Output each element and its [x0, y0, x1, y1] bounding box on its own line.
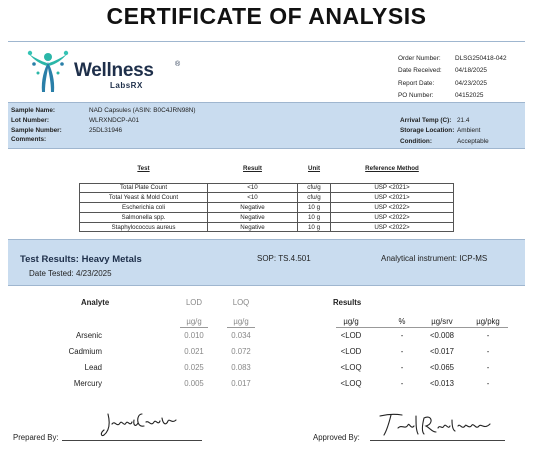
order-number-label: Order Number:	[398, 55, 441, 62]
lod-unit: µg/g	[186, 317, 202, 326]
test-cell: Total Yeast & Mold Count	[80, 193, 208, 203]
date-tested: Date Tested: 4/23/2025	[29, 269, 112, 278]
table-row	[80, 222, 454, 232]
test-cell: Total Plate Count	[80, 183, 208, 193]
result-cell: <10	[208, 193, 298, 203]
date-received-value: 04/18/2025	[455, 67, 487, 75]
po-number-label: PO Number:	[398, 91, 434, 99]
report-date-label: Report Date:	[398, 79, 435, 87]
unit-cell: 10 g	[298, 203, 331, 213]
method-cell: USP <2021>	[331, 183, 454, 193]
unit-column-header: Unit	[307, 164, 321, 172]
lod-cell: 0.005	[184, 379, 204, 388]
result-ugg-cell: <LOD	[340, 347, 362, 356]
unit-underline	[227, 327, 255, 328]
document-title: CERTIFICATE OF ANALYSIS	[106, 3, 427, 29]
result-ugsrv-unit: µg/srv	[431, 317, 453, 326]
sample-name-label: Sample Name:	[11, 107, 56, 114]
test-results-title: Test Results: Heavy Metals	[20, 254, 142, 265]
analyte-cell: Mercury	[73, 379, 102, 388]
order-number-row	[398, 53, 525, 65]
condition-value: Acceptable	[457, 137, 489, 145]
sample-name-value: NAD Capsules (ASIN: B0C4JRN98N)	[89, 107, 196, 114]
table-header-row	[80, 172, 454, 183]
storage-location-row	[400, 126, 489, 136]
lod-cell: 0.021	[184, 347, 204, 356]
lod-cell: 0.010	[184, 331, 204, 340]
unit-cell: 10 g	[298, 222, 331, 232]
analyte-header: Analyte	[81, 298, 110, 307]
result-percent-cell: -	[400, 347, 404, 356]
unit-cell: 10 g	[298, 212, 331, 222]
loq-cell: 0.083	[231, 363, 251, 372]
arrival-temp-row	[400, 116, 489, 126]
method-cell: USP <2022>	[331, 222, 454, 232]
date-received-row	[398, 65, 525, 77]
storage-location-value: Ambient	[457, 127, 481, 135]
method-cell: USP <2022>	[331, 203, 454, 213]
sample-info	[11, 106, 196, 145]
test-cell: Escherichia coli	[80, 203, 208, 213]
order-number-value: DLSG250418-042	[455, 55, 507, 62]
microbiology-table	[79, 164, 454, 232]
unit-underline	[336, 327, 508, 328]
prepared-signature-line	[62, 440, 202, 441]
report-date-value: 04/23/2025	[455, 79, 487, 87]
test-column-header: Test	[137, 164, 150, 172]
result-cell: <10	[208, 183, 298, 193]
lot-number-label: Lot Number:	[11, 116, 49, 124]
test-cell: Staphylococcus aureus	[80, 222, 208, 232]
comments-row	[11, 135, 196, 145]
analyte-cell: Cadmium	[68, 347, 102, 356]
header-divider	[8, 41, 525, 42]
approved-signature	[378, 410, 496, 438]
analytical-instrument: Analytical instrument: ICP-MS	[381, 254, 488, 263]
result-ugg-cell: <LOQ	[340, 379, 362, 388]
logo-wordmark: Wellness	[74, 60, 154, 81]
result-ugg-cell: <LOQ	[340, 363, 362, 372]
po-number-value: 04152025	[455, 91, 484, 99]
result-ugsrv-cell: <0.008	[429, 331, 455, 340]
result-column-header: Result	[243, 164, 262, 172]
company-logo	[26, 50, 186, 96]
method-column-header: Reference Method	[365, 164, 419, 172]
date-received-label: Date Received:	[398, 67, 442, 75]
test-results-band	[8, 239, 525, 286]
analyte-cell: Lead	[84, 363, 102, 372]
lot-number-value: WLRXNDCP-A01	[89, 116, 140, 124]
sample-number-label: Sample Number:	[11, 126, 62, 134]
unit-underline	[180, 327, 208, 328]
approved-by-label: Approved By:	[313, 433, 360, 442]
approved-signature-line	[370, 440, 505, 441]
lod-header: LOD	[185, 298, 203, 307]
result-percent-cell: -	[400, 331, 404, 340]
result-ugg-cell: <LOD	[340, 331, 362, 340]
result-ugsrv-cell: <0.013	[429, 379, 455, 388]
result-ugpkg-cell: -	[486, 347, 490, 356]
result-ugsrv-cell: <0.065	[429, 363, 455, 372]
table-row	[80, 183, 454, 193]
result-ugpkg-unit: µg/pkg	[476, 317, 500, 326]
test-cell: Salmonella spp.	[80, 212, 208, 222]
arrival-info	[400, 116, 489, 147]
result-ugpkg-cell: -	[486, 363, 490, 372]
condition-row	[400, 137, 489, 147]
condition-label: Condition:	[400, 137, 432, 145]
table-row	[80, 193, 454, 203]
sample-name-row	[11, 106, 196, 116]
result-ugg-unit: µg/g	[343, 317, 359, 326]
prepared-signature	[100, 408, 182, 438]
loq-cell: 0.017	[231, 379, 251, 388]
result-percent-cell: -	[400, 379, 404, 388]
table-row	[80, 203, 454, 213]
storage-location-label: Storage Location:	[400, 127, 455, 135]
loq-cell: 0.072	[231, 347, 251, 356]
sop-number: SOP: TS.4.501	[257, 254, 311, 263]
table-row	[80, 212, 454, 222]
comments-label: Comments:	[11, 136, 47, 144]
arrival-temp-label: Arrival Temp (C):	[400, 117, 452, 124]
loq-header: LOQ	[232, 298, 250, 307]
report-date-row	[398, 78, 525, 90]
sample-number-row	[11, 126, 196, 136]
result-ugpkg-cell: -	[486, 331, 490, 340]
unit-cell: cfu/g	[298, 193, 331, 203]
method-cell: USP <2022>	[331, 212, 454, 222]
wellness-figure-icon	[26, 50, 72, 94]
analyte-cell: Arsenic	[76, 331, 102, 340]
result-percent-unit: %	[398, 317, 406, 326]
arrival-temp-value: 21.4	[457, 117, 470, 124]
loq-unit: µg/g	[233, 317, 249, 326]
result-percent-cell: -	[400, 363, 404, 372]
result-cell: Negative	[208, 212, 298, 222]
logo-subtitle: LabsRX	[110, 81, 143, 90]
loq-cell: 0.034	[231, 331, 251, 340]
result-cell: Negative	[208, 203, 298, 213]
order-info	[398, 53, 525, 102]
result-ugsrv-cell: <0.017	[429, 347, 455, 356]
sample-number-value: 25DL31946	[89, 126, 123, 134]
unit-cell: cfu/g	[298, 183, 331, 193]
lod-cell: 0.025	[184, 363, 204, 372]
prepared-by-label: Prepared By:	[13, 433, 59, 442]
result-ugpkg-cell: -	[486, 379, 490, 388]
po-number-row	[398, 90, 525, 102]
result-cell: Negative	[208, 222, 298, 232]
method-cell: USP <2021>	[331, 193, 454, 203]
sample-info-band	[8, 102, 525, 149]
results-header: Results	[333, 298, 362, 307]
registered-mark: ®	[175, 61, 181, 68]
lot-number-row	[11, 116, 196, 126]
